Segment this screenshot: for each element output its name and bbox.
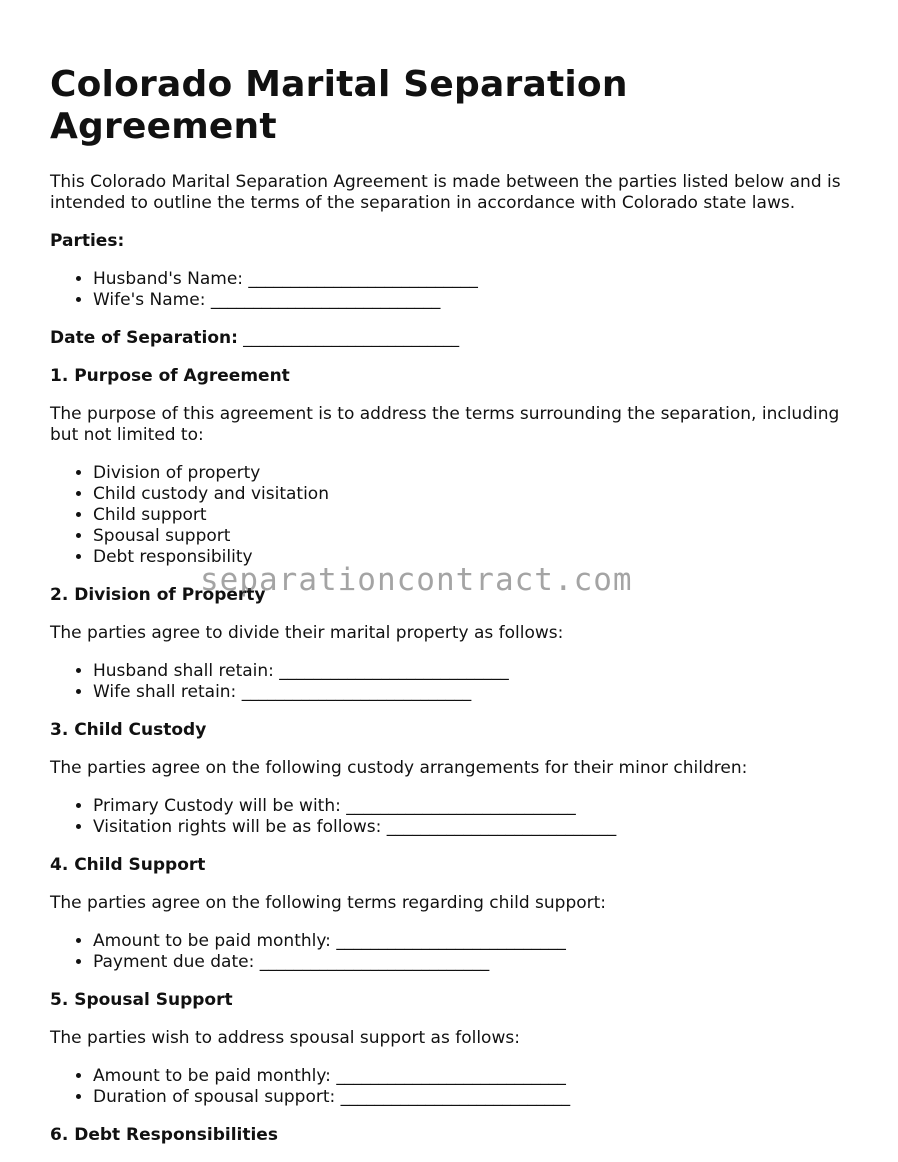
intro-paragraph: This Colorado Marital Separation Agreement is made between the parties listed below and is intended to outline the terms of the separation in accordance with Colorado state laws.: [50, 172, 841, 213]
watermark: separationcontract.com: [200, 562, 633, 598]
list-item: • Spousal support: [93, 526, 860, 547]
section-list: [50, 661, 860, 703]
section-list: [50, 463, 860, 568]
section-heading: 3. Child Custody: [50, 720, 207, 740]
date-of-separation-label: Date of Separation:: [50, 328, 238, 348]
list-item: • Debt responsibility: [93, 547, 860, 568]
section-heading: 1. Purpose of Agreement: [50, 366, 290, 386]
list-item: • Division of property: [93, 463, 860, 484]
parties-label: Parties:: [50, 231, 125, 251]
section-heading: 2. Division of Property: [50, 585, 266, 605]
section-heading: 6. Debt Responsibilities: [50, 1125, 278, 1145]
section-text: The parties agree on the following terms regarding child support:: [50, 893, 607, 913]
section-list: [50, 1066, 860, 1108]
list-item: • Visitation rights will be as follows: ___________________________: [93, 817, 860, 838]
section-text: The parties wish to address spousal support as follows:: [50, 1028, 520, 1048]
section-heading: 4. Child Support: [50, 855, 206, 875]
list-item: • Child custody and visitation: [93, 484, 860, 505]
section-text: The parties agree on the following custody arrangements for their minor children:: [50, 758, 748, 778]
section-text: The purpose of this agreement is to address the terms surrounding the separation, including but not limited to:: [50, 404, 840, 445]
husband-name-item: • Husband's Name: ___________________________: [93, 269, 860, 290]
list-item: • Husband shall retain: ___________________________: [93, 661, 860, 682]
list-item: • Wife shall retain: ___________________________: [93, 682, 860, 703]
parties-list: [50, 269, 860, 311]
list-item: • Child support: [93, 505, 860, 526]
list-item: • Amount to be paid monthly: ___________________________: [93, 1066, 860, 1087]
document-title: Colorado Marital Separation Agreement: [50, 64, 628, 147]
section-list: [50, 796, 860, 838]
date-of-separation-blank: ___________________________: [243, 328, 460, 347]
list-item: • Duration of spousal support: ___________________________: [93, 1087, 860, 1108]
list-item: • Payment due date: ___________________________: [93, 952, 860, 973]
section-text: The parties agree to divide their marital property as follows:: [50, 623, 564, 643]
list-item: • Primary Custody will be with: ___________________________: [93, 796, 860, 817]
date-of-separation: [50, 328, 860, 349]
section-heading: 5. Spousal Support: [50, 990, 233, 1010]
list-item: • Amount to be paid monthly: ___________________________: [93, 931, 860, 952]
section-list: [50, 931, 860, 973]
wife-name-item: • Wife's Name: ___________________________: [93, 290, 860, 311]
